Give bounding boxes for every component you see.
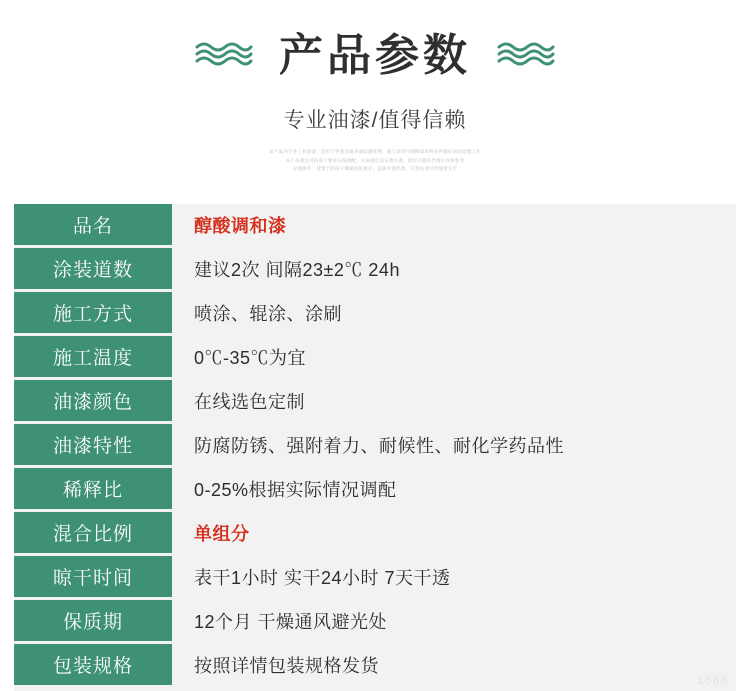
row-value: 单组分 xyxy=(172,512,736,553)
wave-lines-icon xyxy=(195,41,253,72)
page-header xyxy=(0,0,750,174)
row-label: 包装规格 xyxy=(14,644,172,685)
table-row xyxy=(14,380,736,421)
table-row xyxy=(14,468,736,509)
table-row xyxy=(14,600,736,641)
table-row xyxy=(14,292,736,333)
row-label: 混合比例 xyxy=(14,512,172,553)
parameters-table xyxy=(14,204,736,691)
row-value: 喷涂、辊涂、涂刷 xyxy=(172,292,736,333)
row-label: 施工温度 xyxy=(14,336,172,377)
page-title: 产品参数 xyxy=(279,31,471,80)
row-label: 施工方式 xyxy=(14,292,172,333)
table-row xyxy=(14,424,736,465)
row-value: 按照详情包装规格发货 xyxy=(172,644,736,685)
watermark: 1688 xyxy=(697,673,728,687)
row-value: 在线选色定制 xyxy=(172,380,736,421)
fineprint-line: 本产品颜色可按客户要求在线调配，实际颜色以实物为准，因显示器差异图片仅供参考 xyxy=(285,157,465,163)
fineprint-block xyxy=(0,148,750,174)
table-row xyxy=(14,512,736,553)
page-subtitle: 专业油漆/值得信赖 xyxy=(283,109,467,132)
table-row xyxy=(14,248,736,289)
row-value: 0-25%根据实际情况调配 xyxy=(172,468,736,509)
row-label: 油漆特性 xyxy=(14,424,172,465)
title-row xyxy=(0,31,750,80)
row-value: 醇酸调和漆 xyxy=(172,204,736,245)
fineprint-line: 该产品为专业工业油漆，适用于各类金属表面防腐处理，施工前请仔细阅读说明书并做好表面处理工作 xyxy=(269,149,481,154)
table-row xyxy=(14,336,736,377)
row-value: 0℃-35℃为宜 xyxy=(172,336,736,377)
row-label: 油漆颜色 xyxy=(14,380,172,421)
row-value: 12个月 干燥通风避光处 xyxy=(172,600,736,641)
table-row xyxy=(14,204,736,245)
row-label: 品名 xyxy=(14,204,172,245)
row-value: 表干1小时 实干24小时 7天干透 xyxy=(172,556,736,597)
row-label: 涂装道数 xyxy=(14,248,172,289)
row-label: 保质期 xyxy=(14,600,172,641)
row-label: 晾干时间 xyxy=(14,556,172,597)
table-row xyxy=(14,556,736,597)
table-row xyxy=(14,644,736,685)
wave-lines-icon xyxy=(497,41,555,72)
fineprint-line: 存储条件：请置于阴凉干燥通风处保存，远离火源热源，开封后请尽快使用完毕 xyxy=(292,166,458,172)
row-value: 防腐防锈、强附着力、耐候性、耐化学药品性 xyxy=(172,424,736,465)
row-value: 建议2次 间隔23±2℃ 24h xyxy=(172,248,736,289)
row-label: 稀释比 xyxy=(14,468,172,509)
